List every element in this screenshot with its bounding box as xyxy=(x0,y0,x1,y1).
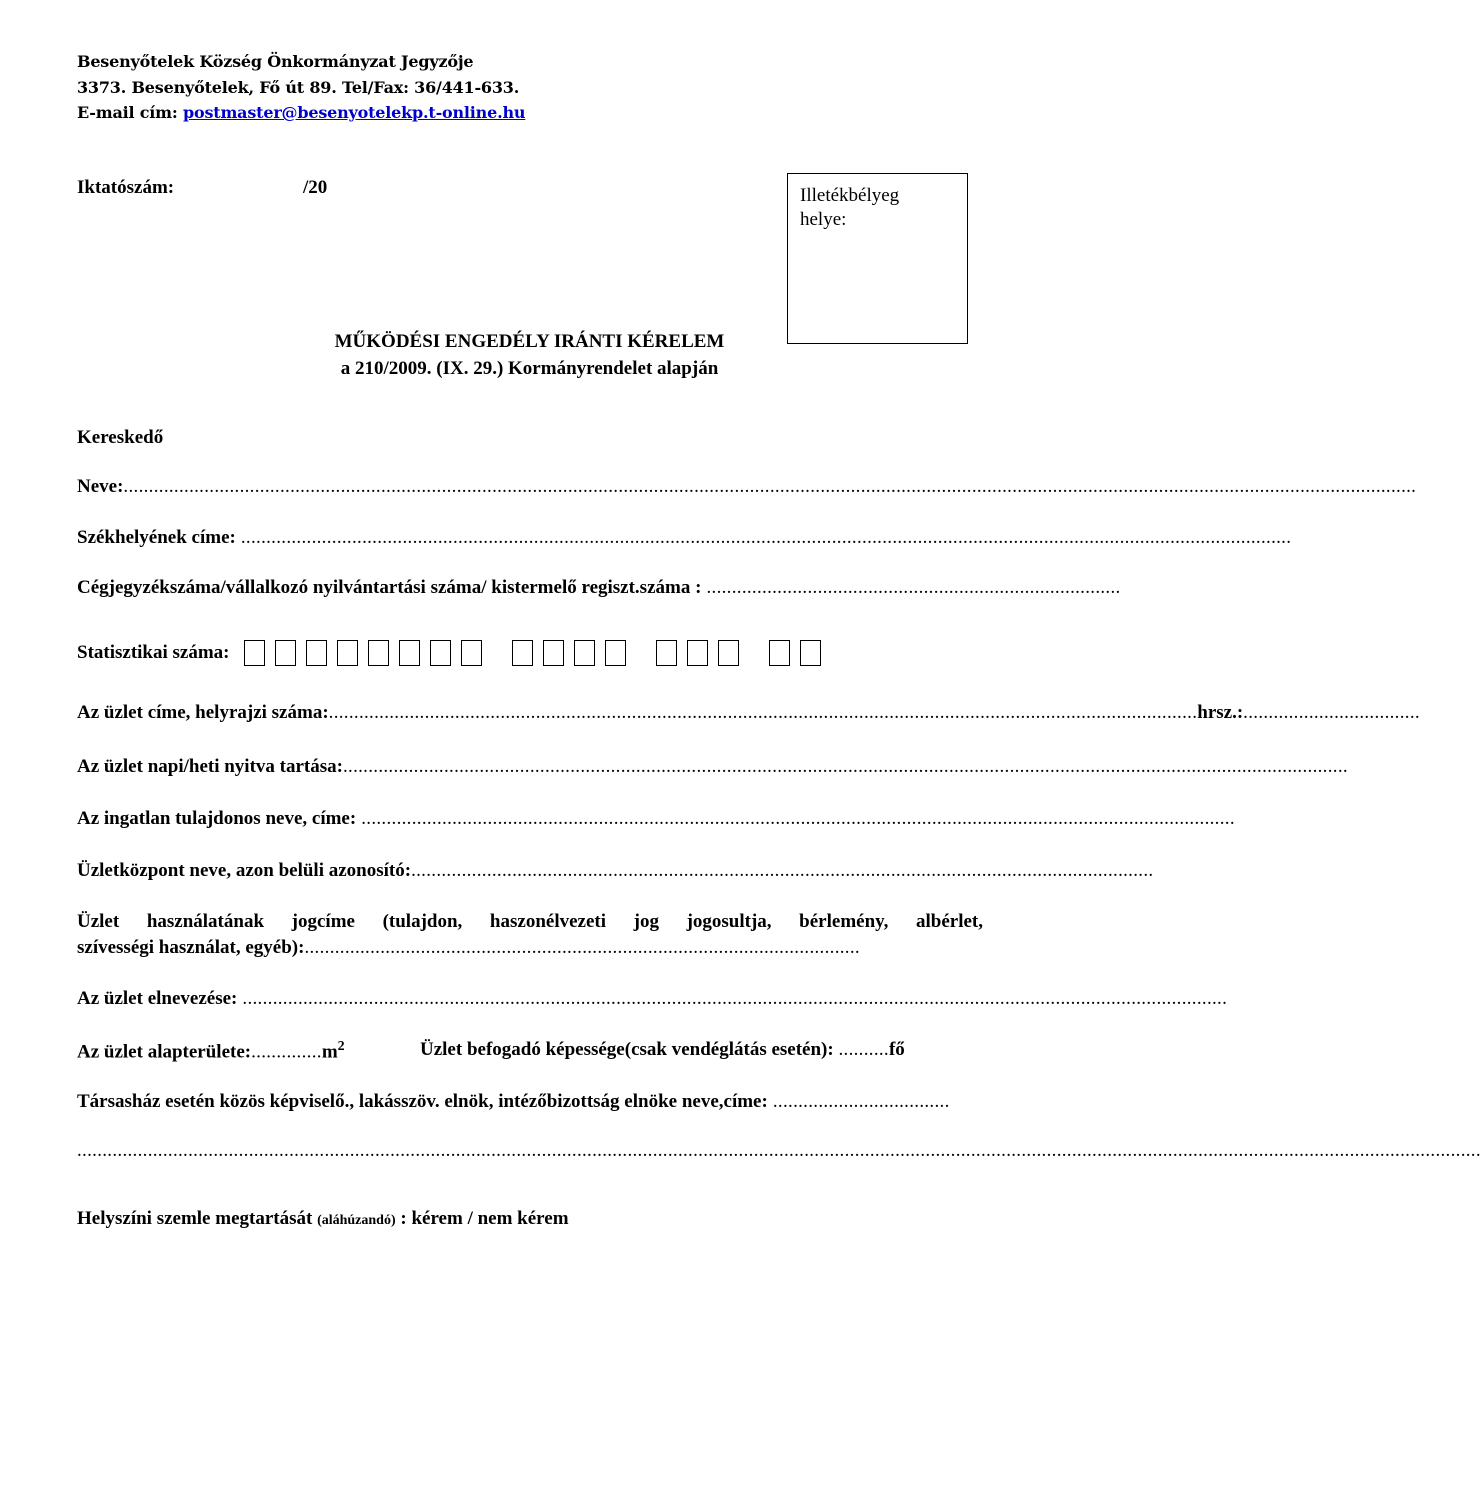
capacity-label: Üzlet befogadó képessége(csak vendéglátás esetén): xyxy=(420,1039,834,1060)
stamp-box-line1: Illetékbélyeg xyxy=(800,185,900,206)
area-label: Az üzlet alapterülete: xyxy=(77,1041,252,1063)
stat-digit-box[interactable] xyxy=(718,640,739,666)
hrsz-label: hrsz.: xyxy=(1197,702,1244,723)
area-unit: m xyxy=(321,1041,338,1063)
stat-digit-box[interactable] xyxy=(461,640,482,666)
stat-digit-box[interactable] xyxy=(275,640,296,666)
stat-label: Statisztikai száma: xyxy=(77,642,230,663)
registration-row xyxy=(77,577,1121,599)
registration-label: Cégjegyzékszáma/vállalkozó nyilvántartási száma/ kistermelő regiszt.száma : xyxy=(77,577,702,598)
name-field[interactable]: ................................................................................................................................................................................................................................................................ xyxy=(123,476,1417,497)
shop-address-row xyxy=(77,702,1420,724)
owner-field[interactable]: ............................................................................................................................................................................. xyxy=(356,808,1235,829)
area-row xyxy=(77,1039,345,1063)
registry-value[interactable]: /20 xyxy=(303,177,328,198)
name-label: Neve: xyxy=(77,476,124,497)
stat-digit-box[interactable] xyxy=(656,640,677,666)
stat-digit-box[interactable] xyxy=(337,640,358,666)
mall-label: Üzletközpont neve, azon belüli azonosító: xyxy=(77,860,412,881)
area-unit-sup: 2 xyxy=(337,1039,345,1054)
usage-title-field[interactable]: .............................................................................................................. xyxy=(304,937,860,958)
condo-row xyxy=(77,1091,962,1113)
shop-name-row xyxy=(77,988,1228,1010)
condo-field[interactable]: ................................... xyxy=(767,1091,950,1112)
mall-field[interactable]: ................................................................................................................................................... xyxy=(411,860,1154,881)
stat-digit-box[interactable] xyxy=(800,640,821,666)
seat-row xyxy=(77,527,1292,549)
form-subtitle: a 210/2009. (IX. 29.) Kormányrendelet alapján xyxy=(340,358,719,379)
shop-address-field[interactable]: ............................................................................................................................................................................ xyxy=(328,702,1198,723)
area-field[interactable]: .............. xyxy=(251,1041,322,1063)
condo-label: Társasház esetén közös képviselő., lakásszöv. elnök, intézőbizottság elnöke neve,címe: xyxy=(77,1091,768,1112)
shop-address-label: Az üzlet címe, helyrajzi száma: xyxy=(77,702,329,723)
stat-digit-box[interactable] xyxy=(769,640,790,666)
usage-title-row xyxy=(77,937,860,959)
stat-digit-box[interactable] xyxy=(244,640,265,666)
stat-digit-box[interactable] xyxy=(512,640,533,666)
inspection-label: Helyszíni szemle megtartását xyxy=(77,1208,313,1229)
opening-hours-label: Az üzlet napi/heti nyitva tartása: xyxy=(77,756,343,777)
condo-field-line2[interactable]: ...................................................................................................................................................................................................................................................................................... xyxy=(77,1140,1481,1161)
inspection-row xyxy=(77,1208,569,1230)
inspection-note: (aláhúzandó) xyxy=(317,1213,396,1228)
opening-hours-field[interactable]: ....................................................................................................................................................................................................... xyxy=(342,756,1348,777)
seat-field[interactable]: ................................................................................................................................................................................................................ xyxy=(235,527,1292,548)
stat-digit-box[interactable] xyxy=(687,640,708,666)
capacity-field[interactable]: .......... xyxy=(838,1039,889,1060)
email-label: E-mail cím: xyxy=(77,103,183,122)
stat-digit-box[interactable] xyxy=(368,640,389,666)
registry-label: Iktatószám: xyxy=(77,177,175,198)
inspection-options[interactable]: : kérem / nem kérem xyxy=(400,1208,569,1229)
stamp-box-line2: helye: xyxy=(800,209,847,230)
office-name: Besenyőtelek Község Önkormányzat Jegyzője xyxy=(77,52,474,71)
owner-label: Az ingatlan tulajdonos neve, címe: xyxy=(77,808,357,829)
mall-row xyxy=(77,860,1154,882)
owner-row xyxy=(77,808,1235,830)
name-row xyxy=(77,476,1417,498)
stat-digit-box[interactable] xyxy=(399,640,420,666)
stat-digit-box[interactable] xyxy=(430,640,451,666)
office-address: 3373. Besenyőtelek, Fő út 89. Tel/Fax: 36/441-633. xyxy=(77,78,520,97)
email-link[interactable]: postmaster@besenyotelekp.t-online.hu xyxy=(182,103,526,122)
usage-title-line1: Üzlet használatának jogcíme (tulajdon, haszonélvezeti jog jogosultja, bérlemény, albérlet, xyxy=(77,911,983,932)
usage-title-line2: szívességi használat, egyéb): xyxy=(77,937,305,958)
section-merchant: Kereskedő xyxy=(77,427,164,448)
stat-number-boxes xyxy=(244,640,831,666)
stat-digit-box[interactable] xyxy=(543,640,564,666)
shop-name-label: Az üzlet elnevezése: xyxy=(77,988,238,1009)
opening-hours-row xyxy=(77,756,1348,778)
email-line xyxy=(77,103,525,122)
form-title: MŰKÖDÉSI ENGEDÉLY IRÁNTI KÉRELEM xyxy=(334,331,725,352)
duty-stamp-box xyxy=(787,173,968,344)
stat-digit-box[interactable] xyxy=(574,640,595,666)
stat-digit-box[interactable] xyxy=(306,640,327,666)
condo-row-2 xyxy=(77,1140,1481,1162)
stat-digit-box[interactable] xyxy=(605,640,626,666)
stat-row xyxy=(77,640,977,666)
registration-field[interactable]: .................................................................................. xyxy=(701,577,1121,598)
capacity-unit: fő xyxy=(888,1039,905,1060)
seat-label: Székhelyének címe: xyxy=(77,527,236,548)
shop-name-field[interactable]: ................................................................................................................................................................................................... xyxy=(237,988,1228,1009)
capacity-row xyxy=(420,1039,905,1061)
hrsz-field[interactable]: ................................... xyxy=(1243,702,1420,723)
